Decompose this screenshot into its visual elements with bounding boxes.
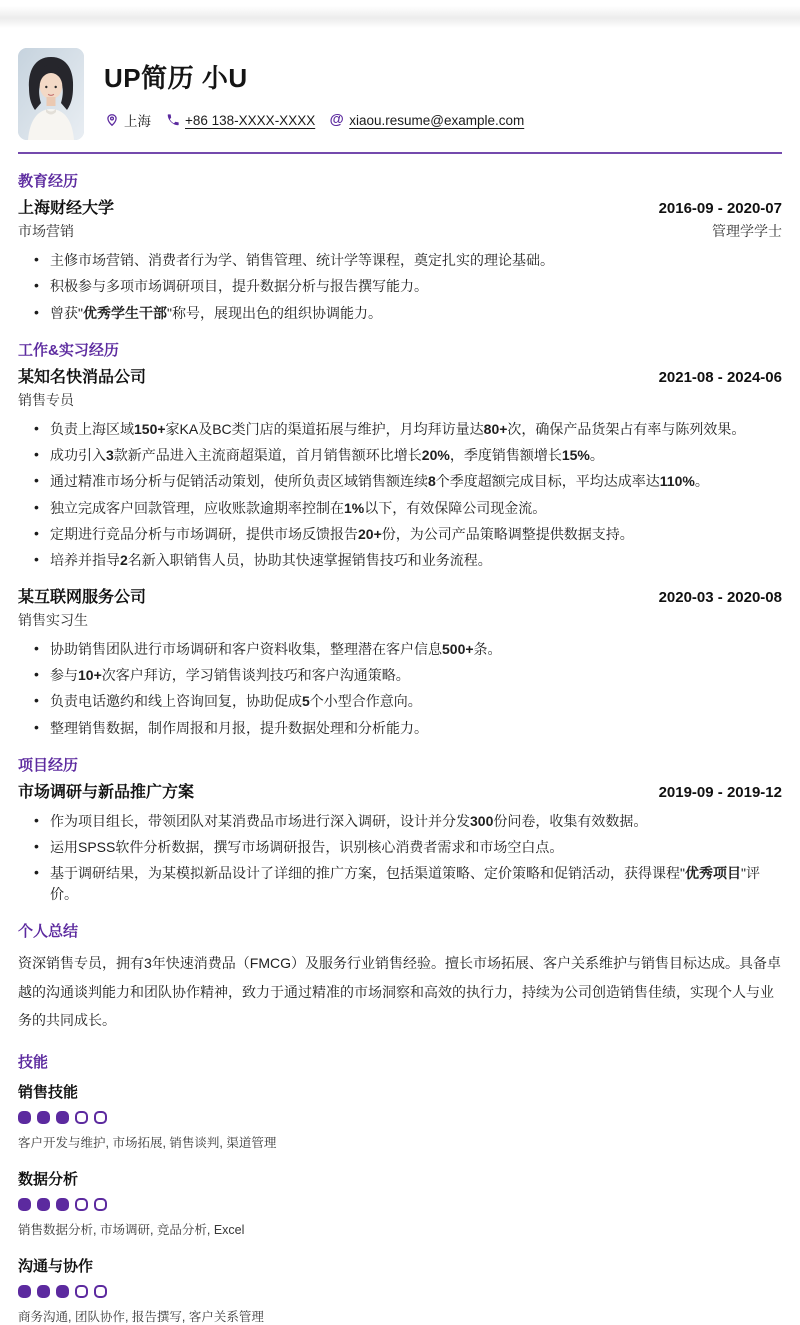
- skill-group-communication: [18, 1255, 782, 1325]
- location-text: 上海: [124, 114, 151, 129]
- phone-link[interactable]: +86 138-XXXX-XXXX: [185, 112, 316, 128]
- section-skills: [18, 1054, 782, 1325]
- skill-dot-empty: [75, 1285, 88, 1298]
- work-entry-1: [18, 364, 782, 571]
- work-date: 2021-08 - 2024-06: [658, 368, 782, 386]
- bullet-item: • 负责电话邀约和线上咨询回复，协助促成5个小型合作意向。: [18, 691, 782, 711]
- skill-dot-filled: [18, 1285, 31, 1298]
- summary-text: 资深销售专员，拥有3年快速消费品（FMCG）及服务行业销售经验。擅长市场拓展、客户关系维护与销售目标达成。具备卓越的沟通谈判能力和团队协作精神，致力于通过精准的市场洞察和高效的执行力，持续为公司创造销售佳绩，实现个人与业务的共同成长。: [18, 955, 781, 1029]
- project-entry: [18, 779, 782, 904]
- phone-icon: [165, 113, 180, 128]
- skill-dot-empty: [94, 1285, 107, 1298]
- skill-dot-filled: [18, 1111, 31, 1124]
- project-name: 市场调研与新品推广方案: [18, 783, 195, 801]
- summary-section-title: 个人总结: [18, 923, 79, 941]
- education-bullets: [18, 250, 782, 323]
- profile-photo-illustration: [18, 48, 84, 140]
- work-bullets-2: [18, 639, 782, 738]
- skill-level-dots: [18, 1111, 782, 1124]
- profile-photo: [18, 48, 84, 140]
- education-date: 2016-09 - 2020-07: [658, 200, 782, 217]
- education-degree: 管理学学士: [712, 223, 782, 239]
- skill-tags: 商务沟通, 团队协作, 报告撰写, 客户关系管理: [18, 1310, 264, 1325]
- bullet-item: • 培养并指导2名新入职销售人员，协助其快速掌握销售技巧和业务流程。: [18, 550, 782, 570]
- project-bullets: [18, 811, 782, 904]
- project-date: 2019-09 - 2019-12: [658, 783, 782, 801]
- header-divider: [18, 152, 782, 154]
- location-item: [104, 110, 151, 130]
- candidate-name: UP简历 小U: [104, 63, 248, 93]
- contact-row: [104, 110, 524, 130]
- skill-dot-filled: [56, 1111, 69, 1124]
- email-link[interactable]: xiaou.resume@example.com: [349, 112, 525, 128]
- bullet-item: • 参与10+次客户拜访，学习销售谈判技巧和客户沟通策略。: [18, 665, 782, 685]
- bullet-item: • 协助销售团队进行市场调研和客户资料收集，整理潜在客户信息500+条。: [18, 639, 782, 659]
- skill-group-name: 沟通与协作: [18, 1258, 94, 1276]
- skill-dot-filled: [18, 1198, 31, 1211]
- phone-item: [165, 113, 315, 128]
- section-work: [18, 342, 782, 738]
- skill-dot-empty: [75, 1111, 88, 1124]
- skill-group-sales: [18, 1081, 782, 1151]
- bullet-item: • 运用SPSS软件分析数据，撰写市场调研报告，识别核心消费者需求和市场空白点。: [18, 837, 782, 857]
- education-major: 市场营销: [18, 223, 74, 239]
- bullet-item: • 曾获"优秀学生干部"称号，展现出色的组织协调能力。: [18, 303, 782, 323]
- section-summary: [18, 923, 782, 1035]
- project-section-title: 项目经历: [18, 756, 79, 774]
- bullet-item: • 负责上海区域150+家KA及BC类门店的渠道拓展与维护，月均拜访量达80+次，确保产品货架占有率与陈列效果。: [18, 419, 782, 439]
- education-entry: [18, 195, 782, 323]
- skill-tags: 客户开发与维护, 市场拓展, 销售谈判, 渠道管理: [18, 1136, 277, 1151]
- email-item: [329, 113, 524, 128]
- bullet-item: • 通过精准市场分析与促销活动策划，使所负责区域销售额连续8个季度超额完成目标，平均达成率达110%。: [18, 471, 782, 491]
- skill-dot-filled: [56, 1285, 69, 1298]
- work-date: 2020-03 - 2020-08: [658, 588, 782, 606]
- skill-group-name: 数据分析: [18, 1171, 79, 1189]
- skill-dot-filled: [56, 1198, 69, 1211]
- skill-level-dots: [18, 1198, 782, 1211]
- work-section-title: 工作&实习经历: [18, 341, 119, 359]
- bullet-item: • 主修市场营销、消费者行为学、销售管理、统计学等课程，奠定扎实的理论基础。: [18, 250, 782, 270]
- header-info: [104, 48, 524, 140]
- at-icon: @: [329, 111, 344, 128]
- skill-dot-filled: [37, 1285, 50, 1298]
- skill-group-name: 销售技能: [18, 1084, 79, 1102]
- job-role: 销售实习生: [18, 611, 88, 628]
- section-project: [18, 757, 782, 904]
- skill-level-dots: [18, 1285, 782, 1298]
- resume-header: [18, 0, 782, 140]
- skill-tags: 销售数据分析, 市场调研, 竞品分析, Excel: [18, 1223, 245, 1238]
- bullet-item: • 整理销售数据，制作周报和月报，提升数据处理和分析能力。: [18, 718, 782, 738]
- skill-dot-filled: [37, 1111, 50, 1124]
- work-bullets-1: [18, 419, 782, 571]
- skill-group-data-analysis: [18, 1168, 782, 1238]
- company-name: 某知名快消品公司: [18, 368, 147, 386]
- education-section-title: 教育经历: [18, 173, 79, 190]
- bullet-item: • 成功引入3款新产品进入主流商超渠道，首月销售额环比增长20%，季度销售额增长15%。: [18, 445, 782, 465]
- skill-dot-filled: [37, 1198, 50, 1211]
- bullet-item: • 定期进行竞品分析与市场调研，提供市场反馈报告20+份，为公司产品策略调整提供数据支持。: [18, 524, 782, 544]
- company-name: 某互联网服务公司: [18, 588, 147, 606]
- skill-dot-empty: [94, 1198, 107, 1211]
- skill-dot-empty: [75, 1198, 88, 1211]
- skills-section-title: 技能: [18, 1054, 49, 1072]
- school-name: 上海财经大学: [18, 200, 115, 217]
- location-pin-icon: [104, 113, 119, 128]
- skill-dot-empty: [94, 1111, 107, 1124]
- bullet-item: • 基于调研结果，为某模拟新品设计了详细的推广方案，包括渠道策略、定价策略和促销活动，获得课程"优秀项目"评价。: [18, 863, 782, 904]
- job-role: 销售专员: [18, 391, 74, 408]
- section-education: [18, 173, 782, 323]
- bullet-item: • 积极参与多项市场调研项目，提升数据分析与报告撰写能力。: [18, 276, 782, 296]
- work-entry-2: [18, 584, 782, 738]
- bullet-item: • 作为项目组长，带领团队对某消费品市场进行深入调研，设计并分发300份问卷，收集有效数据。: [18, 811, 782, 831]
- bullet-item: • 独立完成客户回款管理，应收账款逾期率控制在1%以下，有效保障公司现金流。: [18, 498, 782, 518]
